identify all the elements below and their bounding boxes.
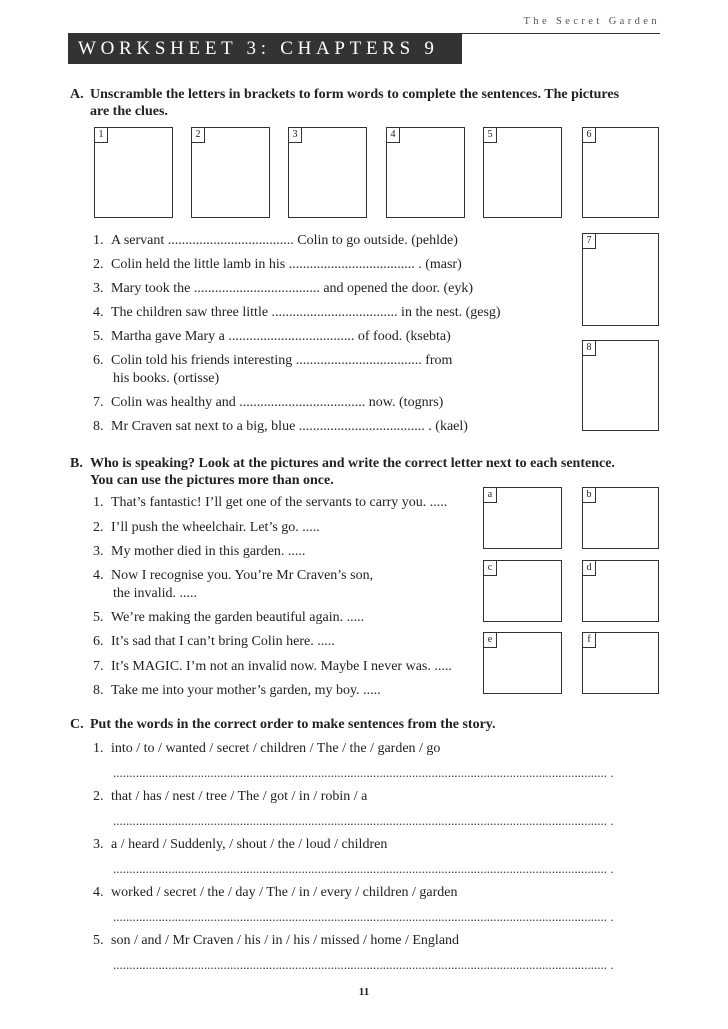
- worksheet-title: WORKSHEET 3: CHAPTERS 9 – 13: [68, 34, 462, 64]
- section-c-letter: C.: [70, 717, 84, 732]
- section-a-item-3: 3. Mary took the .................................... and opened the door. (eyk): [93, 281, 473, 296]
- box-label: c: [484, 561, 497, 576]
- picture-box-4: [386, 127, 465, 218]
- section-b-item-6: 6. It’s sad that I can’t bring Colin here. .....: [93, 634, 335, 649]
- section-c-item-1: 1. into / to / wanted / secret / children / The / the / garden / go: [93, 741, 441, 756]
- section-b-letter: B.: [70, 456, 83, 471]
- section-a-letter: A.: [70, 87, 84, 102]
- answer-line[interactable]: ........................................................................................................................................................ .: [113, 861, 614, 876]
- section-c-item-3: 3. a / heard / Suddenly, / shout / the / loud / children: [93, 837, 388, 852]
- picture-box-f: [582, 632, 659, 694]
- section-a-item-1: 1. A servant .................................... Colin to go outside. (pehlde): [93, 233, 458, 248]
- section-b-item-3: 3. My mother died in this garden. .....: [93, 544, 306, 559]
- picture-box-c: [483, 560, 562, 622]
- answer-line[interactable]: ........................................................................................................................................................ .: [113, 765, 614, 780]
- section-b-instruction: [70, 455, 670, 489]
- box-label: e: [484, 633, 497, 648]
- section-a-item-2: 2. Colin held the little lamb in his .................................... . (masr): [93, 257, 462, 272]
- picture-box-6: [582, 127, 659, 218]
- section-b-line1: Who is speaking? Look at the pictures and write the correct letter next to each sentence.: [90, 456, 615, 471]
- section-b-item-2: 2. I’ll push the wheelchair. Let’s go. .....: [93, 520, 320, 535]
- section-a-line1: Unscramble the letters in brackets to form words to complete the sentences. The pictures: [90, 87, 620, 102]
- section-c-item-4: 4. worked / secret / the / day / The / in / every / children / garden: [93, 885, 458, 900]
- box-label: 6: [583, 128, 596, 143]
- section-a-item-6-cont: his books. (ortisse): [113, 371, 220, 386]
- section-c-item-2: 2. that / has / nest / tree / The / got / in / robin / a: [93, 789, 368, 804]
- section-b-item-4: 4. Now I recognise you. You’re Mr Craven’s son,: [93, 568, 374, 583]
- box-label: 4: [387, 128, 400, 143]
- picture-box-b: [582, 487, 659, 549]
- picture-box-5: [483, 127, 562, 218]
- box-label: d: [583, 561, 596, 576]
- answer-line[interactable]: ........................................................................................................................................................ .: [113, 957, 614, 972]
- box-label: f: [583, 633, 596, 648]
- running-head: The Secret Garden: [523, 16, 660, 27]
- answer-line[interactable]: ........................................................................................................................................................ .: [113, 813, 614, 828]
- section-a-item-7: 7. Colin was healthy and .................................... now. (tognrs): [93, 395, 444, 410]
- page-number: 11: [358, 986, 370, 998]
- box-label: 7: [583, 234, 596, 249]
- box-label: 5: [484, 128, 497, 143]
- section-a-item-8: 8. Mr Craven sat next to a big, blue .................................... . (kael): [93, 419, 468, 434]
- section-b-item-1: 1. That’s fantastic! I’ll get one of the servants to carry you. .....: [93, 495, 448, 510]
- picture-box-3: [288, 127, 367, 218]
- answer-line[interactable]: ........................................................................................................................................................ .: [113, 909, 614, 924]
- box-label: 2: [192, 128, 205, 143]
- picture-box-2: [191, 127, 270, 218]
- section-a-item-6: 6. Colin told his friends interesting .................................... from: [93, 353, 453, 368]
- box-label: 1: [95, 128, 108, 143]
- section-b-item-8: 8. Take me into your mother’s garden, my boy. .....: [93, 683, 381, 698]
- section-b-line2: You can use the pictures more than once.: [90, 473, 334, 488]
- section-c-item-5: 5. son / and / Mr Craven / his / in / his / missed / home / England: [93, 933, 460, 948]
- box-label: 8: [583, 341, 596, 356]
- box-label: 3: [289, 128, 302, 143]
- section-c-instruction: C. Put the words in the correct order to make sentences from the story.: [70, 717, 496, 732]
- box-label: b: [583, 488, 596, 503]
- section-b-item-5: 5. We’re making the garden beautiful again. .....: [93, 610, 365, 625]
- box-label: a: [484, 488, 497, 503]
- picture-box-8: [582, 340, 659, 431]
- picture-box-d: [582, 560, 659, 622]
- section-b-item-7: 7. It’s MAGIC. I’m not an invalid now. Maybe I never was. .....: [93, 659, 452, 674]
- picture-box-e: [483, 632, 562, 694]
- section-b-item-4-cont: the invalid. .....: [113, 586, 197, 601]
- section-a-line2: are the clues.: [90, 104, 168, 119]
- section-a-item-4: 4. The children saw three little .................................... in the nest. (gesg): [93, 305, 501, 320]
- section-a-instruction: [70, 86, 670, 120]
- picture-box-a: [483, 487, 562, 549]
- picture-box-7: [582, 233, 659, 326]
- section-a-item-5: 5. Martha gave Mary a .................................... of food. (ksebta): [93, 329, 451, 344]
- picture-box-1: [94, 127, 173, 218]
